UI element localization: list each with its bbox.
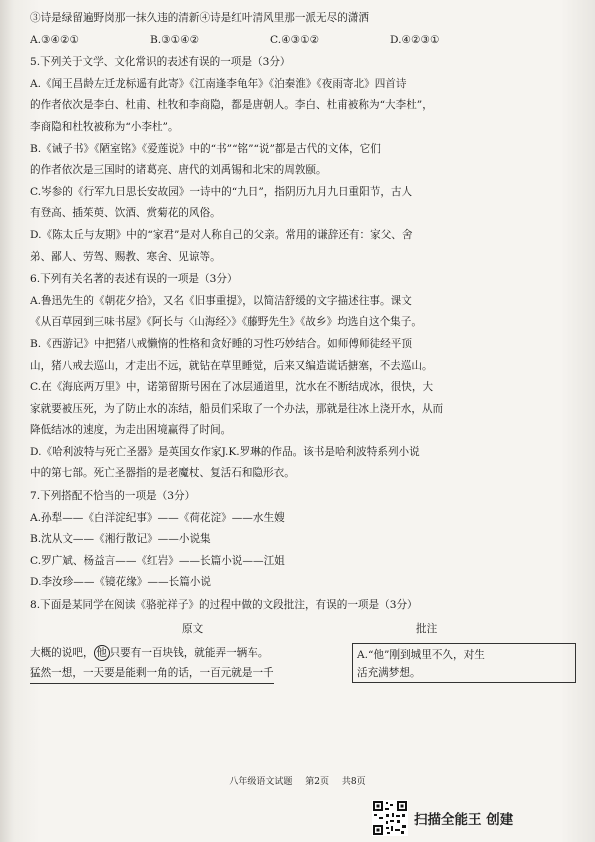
q5-option-d-line1: D.《陈太丘与友期》中的“家君”是对人称自己的父亲。常用的谦辞还有：家父、舍 [30,228,413,241]
q6-option-a-line1: A.鲁迅先生的《朝花夕拾》，又名《旧事重提》，以简洁舒缓的文字描述往事。课文 [30,294,412,307]
q6-option-c-line2: 家就要被压死，为了防止水的冻结，船员们采取了一个办法，那就是往冰上浇开水，从而 [30,402,444,415]
header-original-text: 原文 [182,622,204,635]
option-b: B.③①④② [150,33,200,46]
original-text-block [30,643,348,684]
prev-question-line: ③诗是绿留遍野岗那一抹久违的清新④诗是红叶清风里那一派无尽的潇洒 [30,12,369,24]
option-d: D.④②③① [390,33,440,46]
q7-option-d: D.李汝珍——《镜花缘》——长篇小说 [30,576,211,589]
footer-page-number: 第2页 [305,777,329,787]
qr-code-icon [372,800,408,836]
q5-option-a-line3: 李商隐和杜牧被称为“小李杜”。 [30,120,179,133]
circled-word: 他 [94,645,110,661]
q8-annotation-table [30,619,568,687]
q8-table-header [30,619,568,641]
q5-option-c-line1: C.岑参的《行军九日思长安故园》一诗中的“九日”，指阴历九月九日重阳节，古人 [30,185,413,198]
footer-title: 八年级语文试题 [229,777,293,787]
scanner-watermark [372,800,513,836]
q5-option-a-line1: A.《闻王昌龄左迁龙标遥有此寄》《江南逢李龟年》《泊秦淮》《夜雨寄北》四首诗 [30,77,407,90]
annotation-line-2: 活充满梦想。 [357,666,421,679]
q7-option-c: C.罗广斌、杨益言——《红岩》——长篇小说——江姐 [30,554,285,567]
q7-stem: 7.下列搭配不恰当的一项是（3分） [30,490,196,503]
annotation-line-1: A.“他”刚到城里不久，对生 [357,648,485,661]
q7-option-b: B.沈从文——《湘行散记》——小说集 [30,533,211,546]
q6-option-c-line1: C.在《海底两万里》中，诺第留斯号困在了冰层通道里，沈水在不断结成冰，很快，大 [30,381,434,394]
original-line-1-start: 大概的说吧， [30,646,94,659]
original-line-1-end: 只要有一百块钱，就能弄一辆车。 [109,646,269,659]
q6-option-b-line1: B.《西游记》中把猪八戒懒惰的性格和贪好睡的习性巧妙结合。如师傅师徒经平顶 [30,337,412,350]
scanner-label: 扫描全能王 创建 [414,812,514,828]
q5-stem: 5.下列关于文学、文化常识的表述有误的一项是（3分） [30,56,291,69]
option-a: A.③④②① [30,33,80,46]
footer-total-pages: 共8页 [341,777,366,787]
q6-option-b-line2: 山，猪八戒去巡山，才走出不远，就钻在草里睡觉，后来又编造谎话搪塞，不去巡山。 [30,359,433,372]
q6-option-a-line2: 《从百草园到三味书屋》《阿长与〈山海经〉》《藤野先生》《故乡》均选自这个集子。 [30,316,422,329]
option-c: C.④③①② [270,33,320,46]
q5-option-c-line2: 有登高、插茱萸、饮酒、赏菊花的风俗。 [30,207,221,220]
page-footer [0,774,595,787]
original-line-1 [30,643,348,663]
q8-stem: 8.下面是某同学在阅读《骆驼祥子》的过程中做的文段批注，有误的一项是（3分） [30,599,418,612]
annotation-box [352,643,576,683]
q7-option-a: A.孙犁——《白洋淀纪事》——《荷花淀》——水生嫂 [30,511,285,524]
header-annotation: 批注 [416,622,438,635]
q6-option-d-line2: 中的第七部。死亡圣器指的是老魔杖、复活石和隐形衣。 [30,467,295,480]
original-line-2: 猛然一想，一天要是能剩一角的话，一百元就是一千 [30,663,274,684]
prev-question-options [30,30,568,52]
q6-option-c-line3: 降低结冰的速度，为走出困境赢得了时间。 [30,424,232,437]
q5-option-a-line2: 的作者依次是李白、杜甫、杜牧和李商隐，都是唐朝人。李白、杜甫被称为“大李杜”， [30,99,433,112]
q5-option-d-line2: 弟、鄙人、劳驾、赐教、寒舍、见谅等。 [30,250,221,263]
q6-stem: 6.下列有关名著的表述有误的一项是（3分） [30,273,238,286]
q6-option-d-line1: D.《哈利波特与死亡圣器》是英国女作家J.K.罗琳的作品。该书是哈利波特系列小说 [30,445,420,458]
page-content [30,8,568,687]
q5-option-b-line1: B.《诫子书》《陋室铭》《爱莲说》中的“书”“铭”“说”都是古代的文体，它们 [30,142,381,155]
q5-option-b-line2: 的作者依次是三国时的诸葛亮、唐代的刘禹锡和北宋的周敦颐。 [30,164,327,177]
